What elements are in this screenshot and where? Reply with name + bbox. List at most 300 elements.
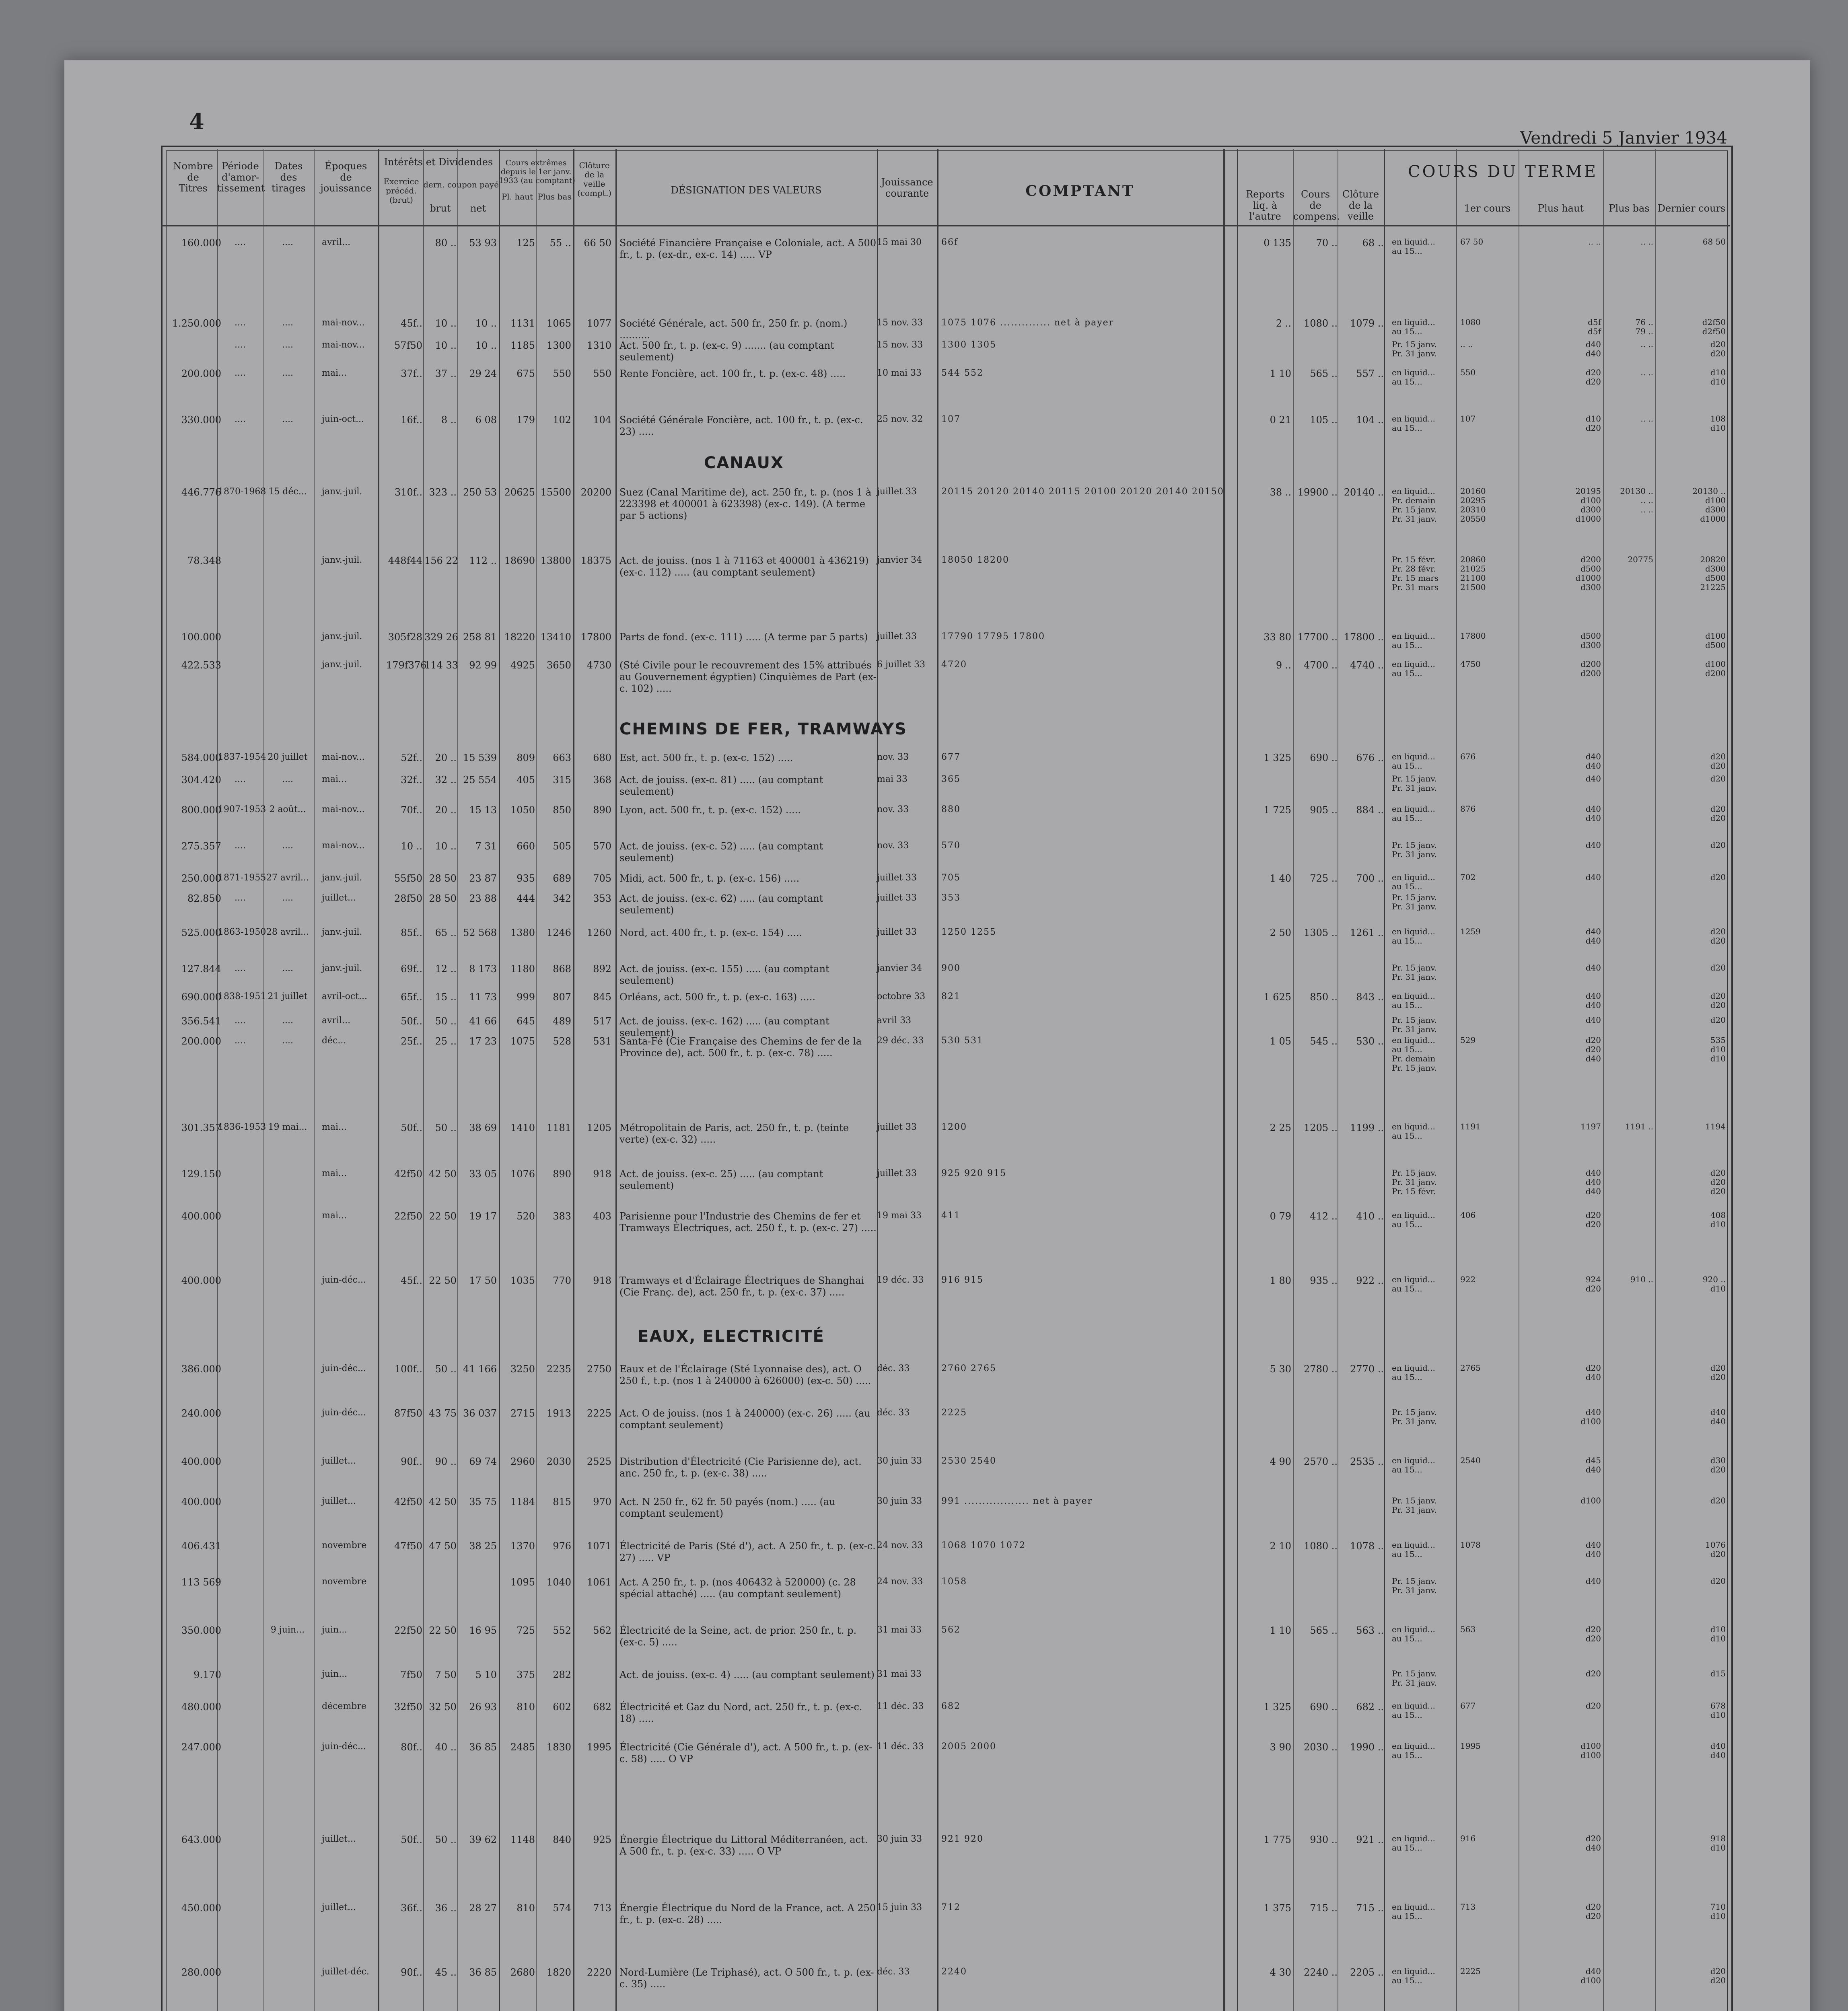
plus-haut-annee: 375: [517, 1669, 535, 1680]
jouissance-epoque: juin-déc...: [322, 1363, 366, 1374]
plus-haut-terme: d40 d40 d40: [1585, 1168, 1601, 1196]
plus-bas-annee: 15500: [540, 487, 571, 498]
exercice-precedent: 42f50: [394, 1168, 422, 1180]
report: 1 725: [1264, 804, 1291, 816]
cloture-veille: 884 ..: [1356, 804, 1384, 816]
report: 9 ..: [1276, 660, 1291, 671]
cours-compensation: 17700 ..: [1297, 631, 1338, 643]
tirages: 9 juin...: [270, 1625, 305, 1635]
cours-compensation: 850 ..: [1310, 991, 1338, 1003]
nombre-titres: 400.000: [181, 1456, 221, 1467]
coupon-brut: 20 ..: [435, 752, 457, 763]
report: 2 10: [1270, 1540, 1291, 1552]
dernier-cours: d20 d20: [1710, 339, 1726, 358]
tirages: 20 juillet: [268, 752, 308, 762]
col-cours-terme: COURS DU TERME: [1408, 162, 1598, 181]
col-net: net: [470, 203, 486, 214]
plus-haut-terme: d20 d40: [1585, 1363, 1601, 1382]
plus-haut-annee: 1131: [510, 318, 535, 329]
nombre-titres: 200.000: [181, 368, 221, 379]
terme-echeances: en liquid... au 15...: [1392, 317, 1435, 336]
cloture-comptant: 2750: [587, 1363, 611, 1375]
tirages: 28 avril...: [266, 927, 309, 937]
plus-haut-annee: 2960: [510, 1456, 535, 1467]
cours-compensation: 690 ..: [1310, 1701, 1338, 1713]
cours-comptant: 2760 2765: [941, 1363, 996, 1374]
jouissance-epoque: juin...: [322, 1669, 348, 1679]
coupon-net: 112 ..: [469, 555, 497, 566]
cloture-veille: 104 ..: [1356, 414, 1384, 426]
plus-bas-annee: 342: [553, 893, 571, 904]
premier-cours: 17800: [1460, 631, 1486, 641]
designation: Électricité (Cie Générale d'), act. A 500 fr., t. p. (ex-c. 58) ..... O VP: [619, 1742, 873, 1764]
terme-echeances: en liquid... Pr. demain Pr. 15 janv. Pr. 31 janv.: [1392, 486, 1437, 524]
plus-bas-annee: 1830: [546, 1742, 571, 1753]
cloture-veille: 676 ..: [1356, 752, 1384, 763]
jouissance-courante: nov. 33: [877, 841, 909, 851]
cloture-veille: 68 ..: [1362, 237, 1384, 249]
report: 2 25: [1270, 1122, 1291, 1133]
plus-bas-annee: 1065: [546, 318, 571, 329]
col-coupon: dern. coupon payé: [423, 180, 499, 189]
premier-cours: 2540: [1460, 1456, 1481, 1465]
plus-haut-terme: d40 d40: [1585, 804, 1601, 823]
exercice-precedent: 47f50: [394, 1540, 422, 1552]
dernier-cours: d2f50 d2f50: [1702, 317, 1726, 336]
plus-haut-terme: 924 d20: [1585, 1275, 1601, 1293]
plus-haut-annee: 2485: [510, 1742, 535, 1753]
jouissance-courante: octobre 33: [877, 991, 926, 1001]
terme-echeances: en liquid... au 15...: [1392, 872, 1435, 891]
premier-cours: 550: [1460, 368, 1476, 377]
designation: Nord-Lumière (Le Triphasé), act. O 500 fr., t. p. (ex-c. 35) .....: [619, 1967, 874, 1990]
premier-cours: 20860 21025 21100 21500: [1460, 555, 1486, 592]
dernier-cours: d20: [1710, 872, 1726, 882]
cloture-veille: 1078 ..: [1350, 1540, 1384, 1552]
amortissement: ....: [235, 318, 246, 328]
dernier-cours: 678 d10: [1710, 1701, 1726, 1720]
nombre-titres: 250.000: [181, 873, 221, 884]
plus-haut-annee: 20625: [504, 487, 535, 498]
coupon-brut: 10 ..: [435, 340, 457, 351]
coupon-brut: 42 50: [429, 1496, 457, 1507]
dernier-cours: d20 d20: [1710, 1363, 1726, 1382]
coupon-brut: 50 ..: [435, 1016, 457, 1027]
coupon-net: 7 31: [475, 841, 497, 852]
tirages: ....: [282, 841, 293, 851]
plus-bas-terme: 1191 ..: [1625, 1122, 1653, 1131]
cours-comptant: 991 .................. net à payer: [941, 1496, 1093, 1506]
exercice-precedent: 16f..: [401, 414, 422, 426]
tirages: ....: [282, 1016, 293, 1026]
plus-bas-annee: 574: [553, 1902, 571, 1914]
coupon-net: 41 66: [469, 1016, 497, 1027]
premier-cours: 1259: [1460, 927, 1481, 936]
terme-echeances: en liquid... au 15...: [1392, 1363, 1435, 1382]
plus-haut-terme: d20 d20: [1585, 1902, 1601, 1921]
amortissement: ....: [235, 774, 246, 784]
tirages: ....: [282, 774, 293, 784]
coupon-net: 38 25: [469, 1540, 497, 1552]
section-eaux-electricite: EAUX, ELECTRICITÉ: [638, 1327, 825, 1346]
cloture-comptant: 517: [593, 1016, 611, 1027]
nombre-titres: 200.000: [181, 1036, 221, 1047]
nombre-titres: 400.000: [181, 1275, 221, 1286]
jouissance-epoque: mai-nov...: [322, 804, 365, 814]
cloture-comptant: 680: [593, 752, 611, 763]
exercice-precedent: 55f50: [394, 873, 422, 884]
coupon-net: 36 037: [463, 1408, 497, 1419]
cours-comptant: 921 920: [941, 1834, 984, 1844]
cours-compensation: 565 ..: [1310, 368, 1338, 379]
report: 0 135: [1264, 237, 1291, 249]
plus-haut-terme: 20195 d100 d300 d1000: [1575, 486, 1601, 524]
designation: (Sté Civile pour le recouvrement des 15% attribués au Gouvernement égyptien) Cinquièmes de Part (ex-c. 102) .....: [619, 660, 877, 694]
plus-bas-terme: .. ..: [1640, 237, 1653, 247]
cours-comptant: 1058: [941, 1577, 967, 1587]
cloture-comptant: 918: [593, 1168, 611, 1180]
nombre-titres: 525.000: [181, 927, 221, 938]
jouissance-courante: juillet 33: [877, 1168, 917, 1178]
amortissement: 1871-1955: [218, 873, 266, 883]
jouissance-epoque: juin-déc...: [322, 1742, 366, 1752]
jouissance-epoque: mai...: [322, 1122, 347, 1132]
plus-haut-terme: d100: [1580, 1496, 1601, 1505]
jouissance-courante: juillet 33: [877, 631, 917, 642]
plus-haut-annee: 1185: [510, 340, 535, 351]
report: 1 375: [1264, 1902, 1291, 1914]
tirages: ....: [282, 414, 293, 424]
col-extremes: Cours extrêmes depuis le 1er janv. 1933 (au comptant): [499, 158, 575, 185]
designation: Suez (Canal Maritime de), act. 250 fr., t. p. (nos 1 à 223398 et 400001 à 623398) (ex-c. 149). (A terme par 5 actions): [619, 487, 872, 521]
dernier-cours: d40 d40: [1710, 1741, 1726, 1760]
plus-bas-annee: 102: [553, 414, 571, 426]
terme-echeances: en liquid... au 15...: [1392, 1624, 1435, 1643]
nombre-titres: 304.420: [181, 774, 221, 785]
terme-echeances: en liquid... au 15...: [1392, 1834, 1435, 1853]
cours-comptant: 20115 20120 20140 20115 20100 20120 20140 20150: [941, 487, 1224, 497]
plus-haut-annee: 444: [517, 893, 535, 904]
plus-bas-annee: 663: [553, 752, 571, 763]
nombre-titres: 422.533: [181, 660, 221, 671]
nombre-titres: 406.431: [181, 1540, 221, 1552]
plus-bas-terme: 76 .. 79 ..: [1635, 317, 1653, 336]
jouissance-courante: déc. 33: [877, 1967, 910, 1977]
plus-bas-terme: 20775: [1628, 555, 1653, 564]
cloture-veille: 843 ..: [1356, 991, 1384, 1003]
plus-bas-annee: 1181: [546, 1122, 571, 1133]
col-cloture: Clôture de la veille (compt.): [577, 160, 611, 198]
report: 38 ..: [1270, 487, 1291, 498]
dernier-cours: d20: [1710, 1576, 1726, 1586]
plus-haut-annee: 1370: [510, 1540, 535, 1552]
nombre-titres: 330.000: [181, 414, 221, 426]
designation: Énergie Électrique du Littoral Méditerranéen, act. A 500 fr., t. p. (ex-c. 33) ..... O VP: [619, 1834, 868, 1857]
cloture-comptant: 682: [593, 1701, 611, 1713]
coupon-brut: 10 ..: [435, 841, 457, 852]
jouissance-epoque: janv.-juil.: [322, 927, 362, 937]
jouissance-courante: déc. 33: [877, 1363, 910, 1374]
dernier-cours: 68 50: [1702, 237, 1726, 247]
cloture-veille: 700 ..: [1356, 873, 1384, 884]
cloture-comptant: 2525: [587, 1456, 611, 1467]
nombre-titres: 584.000: [181, 752, 221, 763]
jouissance-epoque: janv.-juil.: [322, 660, 362, 670]
plus-haut-annee: 1184: [510, 1496, 535, 1507]
coupon-brut: 28 50: [429, 873, 457, 884]
jouissance-epoque: janv.-juil.: [322, 873, 362, 883]
exercice-precedent: 69f..: [401, 963, 422, 975]
jouissance-epoque: décembre: [322, 1701, 366, 1711]
coupon-brut: 45 ..: [435, 1967, 457, 1978]
plus-haut-annee: 2680: [510, 1967, 535, 1978]
terme-echeances: en liquid... au 15...: [1392, 1210, 1435, 1229]
exercice-precedent: 32f..: [401, 774, 422, 785]
terme-echeances: Pr. 15 janv. Pr. 31 janv.: [1392, 1576, 1437, 1595]
cours-compensation: 105 ..: [1310, 414, 1338, 426]
plus-bas-annee: 489: [553, 1016, 571, 1027]
coupon-net: 6 08: [475, 414, 497, 426]
plus-bas-annee: 1246: [546, 927, 571, 938]
designation: Société Générale Foncière, act. 100 fr., t. p. (ex-c. 23) .....: [619, 414, 863, 437]
nombre-titres: 240.000: [181, 1408, 221, 1419]
cloture-veille: 1199 ..: [1350, 1122, 1384, 1133]
terme-echeances: Pr. 15 janv. Pr. 31 janv.: [1392, 1015, 1437, 1034]
designation: Métropolitain de Paris, act. 250 fr., t. p. (teinte verte) (ex-c. 32) .....: [619, 1122, 849, 1145]
exercice-precedent: 32f50: [394, 1701, 422, 1713]
jouissance-courante: juillet 33: [877, 927, 917, 937]
tirages: 2 août...: [269, 804, 306, 814]
coupon-brut: 40 ..: [435, 1742, 457, 1753]
designation: Rente Foncière, act. 100 fr., t. p. (ex-c. 48) .....: [619, 368, 846, 379]
dernier-cours: d20 d20: [1710, 1966, 1726, 1985]
report: 1 40: [1270, 873, 1291, 884]
exercice-precedent: 42f50: [394, 1496, 422, 1507]
plus-haut-terme: d40 d40: [1585, 927, 1601, 946]
cours-compensation: 19900 ..: [1297, 487, 1338, 498]
coupon-brut: 15 ..: [435, 991, 457, 1003]
premier-cours: 1995: [1460, 1741, 1481, 1751]
exercice-precedent: 179f376: [386, 660, 427, 671]
amortissement: 1838-1951: [218, 991, 266, 1001]
coupon-net: 33 05: [469, 1168, 497, 1180]
cloture-comptant: 18375: [580, 555, 611, 566]
plus-haut-annee: 645: [517, 1016, 535, 1027]
col-cours-comp: Cours de compens.: [1293, 189, 1340, 222]
terme-echeances: Pr. 15 févr. Pr. 28 févr. Pr. 15 mars Pr. 31 mars: [1392, 555, 1439, 592]
jouissance-courante: 25 nov. 32: [877, 414, 923, 424]
plus-haut-annee: 660: [517, 841, 535, 852]
plus-bas-annee: 2030: [546, 1456, 571, 1467]
plus-bas-annee: 807: [553, 991, 571, 1003]
premier-cours: 2765: [1460, 1363, 1481, 1373]
coupon-net: 35 75: [469, 1496, 497, 1507]
terme-echeances: en liquid... au 15...: [1392, 752, 1435, 771]
dernier-cours: 1076 d20: [1705, 1540, 1726, 1559]
jouissance-courante: 29 déc. 33: [877, 1036, 924, 1046]
plus-bas-annee: 815: [553, 1496, 571, 1507]
cours-compensation: 1080 ..: [1304, 318, 1338, 329]
col-brut: brut: [430, 203, 451, 214]
report: 2 50: [1270, 927, 1291, 938]
coupon-net: 17 23: [469, 1036, 497, 1047]
premier-cours: 20160 20295 20310 20550: [1460, 486, 1486, 524]
cours-compensation: 725 ..: [1310, 873, 1338, 884]
plus-haut-terme: d40 d100: [1580, 1966, 1601, 1985]
jouissance-epoque: janv.-juil.: [322, 631, 362, 642]
jouissance-epoque: mai-nov...: [322, 318, 365, 328]
plus-haut-annee: 125: [517, 237, 535, 249]
cloture-comptant: 1310: [587, 340, 611, 351]
cloture-veille: 557 ..: [1356, 368, 1384, 379]
jouissance-epoque: mai...: [322, 774, 347, 784]
jouissance-epoque: janv.-juil.: [322, 963, 362, 973]
coupon-net: 53 93: [469, 237, 497, 249]
terme-echeances: en liquid... au 15...: [1392, 804, 1435, 823]
coupon-net: 38 69: [469, 1122, 497, 1133]
cours-comptant: 66f: [941, 237, 959, 247]
cloture-veille: 2205 ..: [1350, 1967, 1384, 1978]
dernier-cours: 710 d10: [1710, 1902, 1726, 1921]
terme-echeances: en liquid... au 15...: [1392, 1540, 1435, 1559]
coupon-net: 5 10: [475, 1669, 497, 1680]
terme-echeances: en liquid... au 15...: [1392, 927, 1435, 946]
coupon-brut: 22 50: [429, 1211, 457, 1222]
jouissance-courante: juillet 33: [877, 487, 917, 497]
exercice-precedent: 10 ..: [401, 841, 422, 852]
page-number: 4: [189, 109, 204, 134]
coupon-net: 10 ..: [475, 318, 497, 329]
dernier-cours: 920 .. d10: [1702, 1275, 1726, 1293]
plus-haut-terme: d45 d40: [1585, 1456, 1601, 1474]
tirages: 19 mai...: [268, 1122, 307, 1132]
nombre-titres: 129.150: [181, 1168, 221, 1180]
coupon-brut: 65 ..: [435, 927, 457, 938]
coupon-brut: 12 ..: [435, 963, 457, 975]
designation: Parisienne pour l'Industrie des Chemins de fer et Tramways Électriques, act. 250 f., t. p. (ex-c. 27) .....: [619, 1211, 877, 1234]
coupon-net: 36 85: [469, 1742, 497, 1753]
report: 1 10: [1270, 368, 1291, 379]
coupon-net: 23 88: [469, 893, 497, 904]
nombre-titres: 275.357: [181, 841, 221, 852]
jouissance-epoque: mai-nov...: [322, 752, 365, 762]
plus-haut-annee: 1035: [510, 1275, 535, 1286]
report: 0 79: [1270, 1211, 1291, 1222]
cloture-comptant: 562: [593, 1625, 611, 1636]
plus-bas-annee: 55 ..: [549, 237, 571, 249]
designation: Tramways et d'Éclairage Électriques de Shanghai (Cie Franç. de), act. 250 fr., t. p. (ex-c. 37) .....: [619, 1275, 864, 1298]
plus-bas-annee: 770: [553, 1275, 571, 1286]
amortissement: ....: [235, 893, 246, 903]
plus-haut-annee: 3250: [510, 1363, 535, 1375]
col-tirages: Dates des tirages: [272, 160, 306, 194]
plus-haut-terme: d40: [1585, 774, 1601, 783]
col-comptant: COMPTANT: [1025, 183, 1135, 199]
cours-compensation: 905 ..: [1310, 804, 1338, 816]
terme-echeances: en liquid... au 15...: [1392, 414, 1435, 433]
cours-comptant: 411: [941, 1211, 961, 1221]
col-interets: Intérêts et Dividendes: [384, 156, 493, 168]
premier-cours: 4750: [1460, 659, 1481, 669]
cloture-veille: 17800 ..: [1344, 631, 1384, 643]
plus-bas-annee: 890: [553, 1168, 571, 1180]
plus-haut-annee: 725: [517, 1625, 535, 1636]
coupon-brut: 90 ..: [435, 1456, 457, 1467]
cloture-comptant: 970: [593, 1496, 611, 1507]
coupon-brut: 32 ..: [435, 774, 457, 785]
coupon-net: 8 173: [469, 963, 497, 975]
cours-comptant: 2005 2000: [941, 1742, 996, 1752]
coupon-net: 25 554: [463, 774, 497, 785]
dernier-cours: d20 d20 d20: [1710, 1168, 1726, 1196]
coupon-brut: 114 33: [424, 660, 458, 671]
terme-echeances: en liquid... au 15...: [1392, 1741, 1435, 1760]
plus-haut-terme: d500 d300: [1580, 631, 1601, 650]
plus-bas-annee: 383: [553, 1211, 571, 1222]
cours-compensation: 2780 ..: [1304, 1363, 1338, 1375]
nombre-titres: 247.000: [181, 1742, 221, 1753]
amortissement: ....: [235, 1016, 246, 1026]
coupon-brut: 28 50: [429, 893, 457, 904]
cloture-comptant: 368: [593, 774, 611, 785]
jouissance-epoque: novembre: [322, 1540, 367, 1550]
cours-comptant: 4720: [941, 660, 967, 670]
cloture-comptant: 66 50: [584, 237, 611, 249]
col-nombre: Nombre de Titres: [173, 160, 213, 194]
jouissance-epoque: mai...: [322, 1211, 347, 1221]
plus-bas-terme: 910 ..: [1630, 1275, 1653, 1284]
jouissance-epoque: juillet...: [322, 1834, 356, 1844]
dernier-cours: d20: [1710, 1496, 1726, 1505]
jouissance-epoque: juin-déc...: [322, 1275, 366, 1285]
premier-cours: 713: [1460, 1902, 1476, 1912]
plus-haut-terme: d20 d20 d40: [1585, 1035, 1601, 1063]
jouissance-courante: 30 juin 33: [877, 1496, 922, 1506]
plus-haut-terme: d40: [1585, 872, 1601, 882]
cours-compensation: 715 ..: [1310, 1902, 1338, 1914]
premier-cours: 529: [1460, 1035, 1476, 1045]
exercice-precedent: 87f50: [394, 1408, 422, 1419]
plus-bas-annee: 850: [553, 804, 571, 816]
terme-echeances: Pr. 15 janv. Pr. 31 janv.: [1392, 892, 1437, 911]
terme-echeances: en liquid... au 15...: [1392, 1456, 1435, 1474]
premier-cours: 2225: [1460, 1966, 1481, 1976]
jouissance-epoque: janv.-juil.: [322, 555, 362, 565]
cours-comptant: 2240: [941, 1967, 967, 1977]
plus-haut-terme: d20: [1585, 1669, 1601, 1678]
cours-comptant: 821: [941, 991, 961, 1001]
plus-haut-annee: 810: [517, 1701, 535, 1713]
cloture-comptant: 1995: [587, 1742, 611, 1753]
col-exercice: Exercice précéd. (brut): [383, 177, 419, 205]
tirages: ....: [282, 368, 293, 378]
jouissance-epoque: janv.-juil.: [322, 487, 362, 497]
cloture-veille: 2770 ..: [1350, 1363, 1384, 1375]
report: 5 30: [1270, 1363, 1291, 1375]
coupon-brut: 80 ..: [435, 237, 457, 249]
plus-haut-annee: 1076: [510, 1168, 535, 1180]
exercice-precedent: 57f50: [394, 340, 422, 351]
amortissement: ....: [235, 1036, 246, 1046]
plus-bas-terme: .. ..: [1640, 339, 1653, 349]
jouissance-epoque: mai-nov...: [322, 340, 365, 350]
col-plus-bas: Plus bas: [537, 192, 572, 202]
jouissance-courante: 11 déc. 33: [877, 1701, 924, 1711]
plus-bas-annee: 282: [553, 1669, 571, 1680]
jouissance-courante: nov. 33: [877, 752, 909, 762]
cours-comptant: 107: [941, 414, 961, 424]
plus-haut-annee: 2715: [510, 1408, 535, 1419]
